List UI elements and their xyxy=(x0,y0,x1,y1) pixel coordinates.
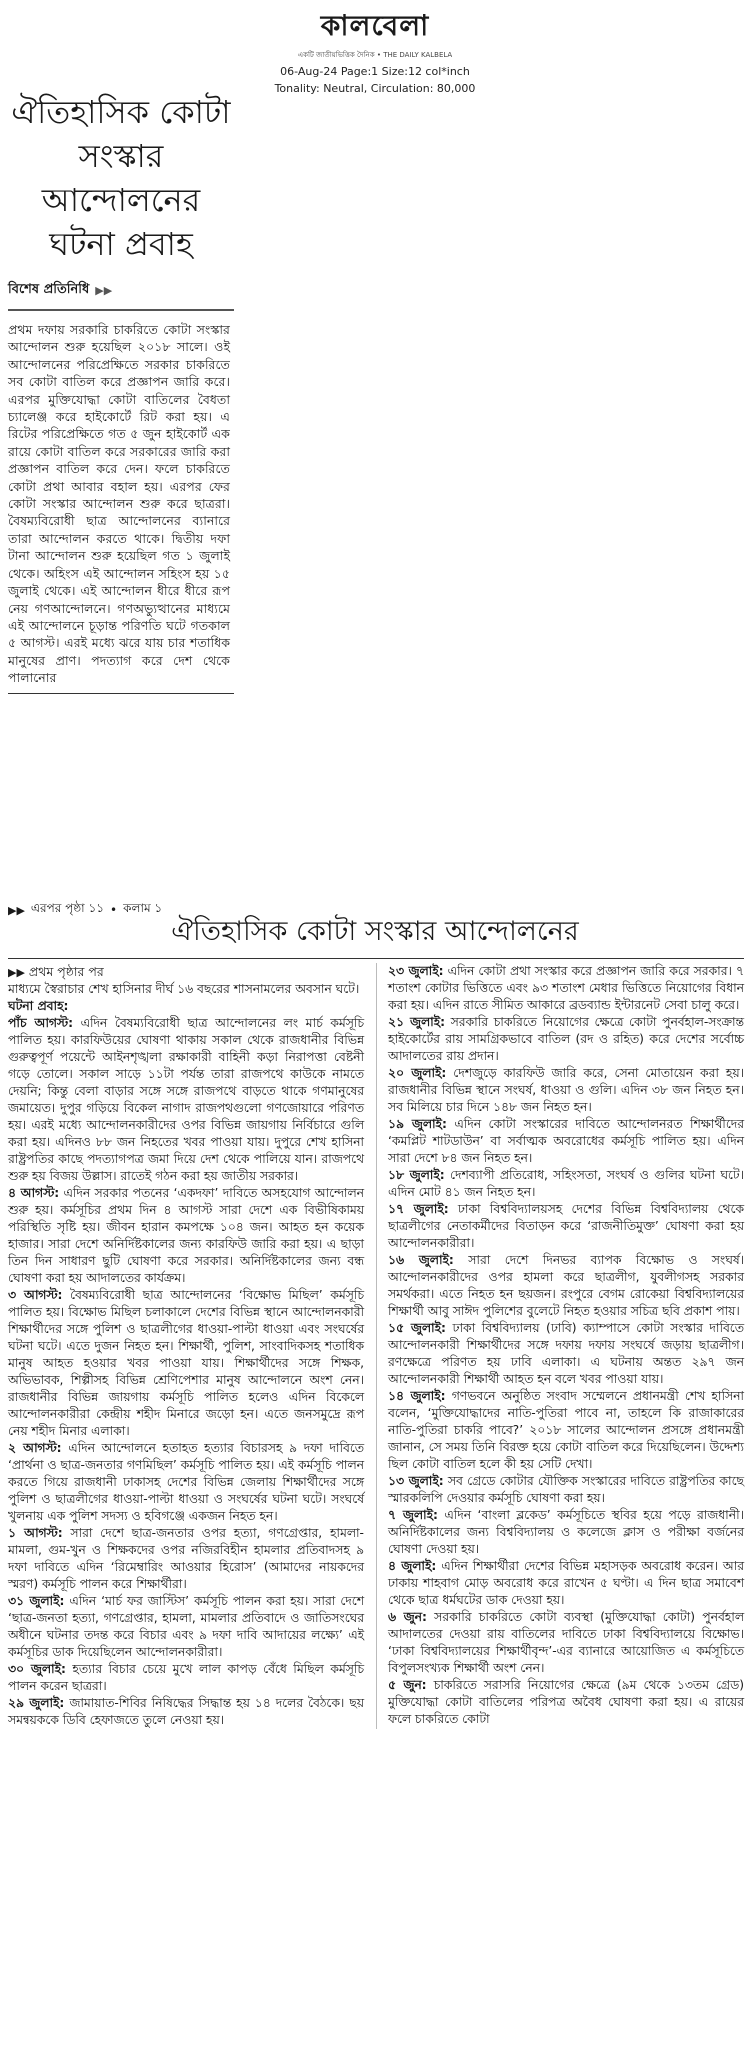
double-arrow-icon: ▶▶ xyxy=(8,966,25,979)
timeline-date: ৪ জুলাই: xyxy=(388,1559,437,1573)
timeline-text: সরকারি চাকরিতে কোটা ব্যবস্থা (মুক্তিযোদ্ধা কোটা) পুনর্বহাল আদালতের দেওয়া রায় বাতিলের দাবিতে ঢাকা বিশ্ববিদ্যালয়ে বিক্ষোভ। ‘ঢাকা বিশ্ববিদ্যালয়ের শিক্ষার্থীবৃন্দ’-এর ব্যানারে আয়োজিত এ কর্মসূচিতে বিপুলসংখ্যক শিক্ষার্থী অংশ নেন। xyxy=(388,1610,744,1675)
timeline-text: এদিন বৈষম্যবিরোধী ছাত্র আন্দোলনের লং মার্চ কর্মসূচি পালিত হয়। কারফিউয়ের ঘোষণা থাকায় সকাল থেকে রাজধানীর বিভিন্ন গুরুত্বপূর্ণ পয়েন্টে আইনশৃঙ্খলা রক্ষাকারী বাহিনী কড়া নিরাপত্তা বেষ্টনী গড়ে তোলে। সকাল সাড়ে ১১টা পর্যন্ত তারা রাজপথে কাউকে নামতে দেয়নি; কিন্তু বেলা বাড়ার সঙ্গে সঙ্গে রাজপথে বাড়তে থাকে গণমানুষের জমায়েত। দুপুর গড়িয়ে বিকেল নাগাদ রাজপথগুলো গণজোয়ারে পরিণত হয়। এরই মধ্যে আন্দোলনকারীদের ওপর বিভিন্ন জায়গায় নির্বিচারে গুলি করা হয়। এদিনও ৮৮ জন নিহতের খবর পাওয়া যায়। দুপুরে শেখ হাসিনা রাষ্ট্রপতির কাছে পদত্যাগপত্র জমা দিয়ে দেশ থেকে পালিয়ে যান। রাজপথে শুরু হয় বিজয় উল্লাস। রাতেই গঠন করা হয় জাতীয় সরকার। xyxy=(8,1016,364,1183)
timeline-paragraph xyxy=(388,963,744,1014)
timeline-text: এদিন সরকার পতনের ‘একদফা’ দাবিতে অসহযোগ আন্দোলন শুরু হয়। কর্মসূচির প্রথম দিন ৪ আগস্ট সারা দেশে এক বিভীষিকাময় পরিস্থিতি সৃষ্টি হয়। জীবন হারান কমপক্ষে ১০৪ জন। আহত হন কয়েক হাজার। সারা দেশে অনির্দিষ্টকালের জন্য কারফিউ জারি করা হয়। এ ছাড়া তিন দিন সাধারণ ছুটি ঘোষণা করে সরকার। অনির্দিষ্টকালের জন্য বন্ধ ঘোষণা করা হয় আদালতের কার্যক্রম। xyxy=(8,1186,365,1285)
timeline-date: ১৪ জুলাই: xyxy=(388,1389,446,1403)
timeline-text: বৈষম্যবিরোধী ছাত্র আন্দোলনের ‘বিক্ষোভ মিছিল’ কর্মসূচি পালিত হয়। বিক্ষোভ মিছিল চলাকালে দেশের বিভিন্ন স্থানে আন্দোলনকারী শিক্ষার্থীদের সঙ্গে পুলিশ ও ছাত্রলীগের ধাওয়া-পাল্টা ধাওয়া এবং সংঘর্ষের ঘটনা ঘটে। এতে দুজন নিহত হন। শিক্ষার্থী, পুলিশ, সাংবাদিকসহ শতাধিক মানুষ আহত হওয়ার খবর পাওয়া যায়। শিক্ষার্থীদের সঙ্গে শিক্ষক, অভিভাবক, শিল্পীসহ বিভিন্ন শ্রেণিপেশার মানুষ আন্দোলনে অংশ নেন। রাজধানীর বিভিন্ন জায়গায় কর্মসূচি পালিত হলেও এদিন বিকেলে আন্দোলনকারীরা কেন্দ্রীয় শহীদ মিনারে জড়ো হন। এতে জনসমুদ্রে রূপ নেয় শহীদ মিনার এলাকা। xyxy=(8,1288,365,1438)
timeline-date: ১৫ জুলাই: xyxy=(388,1321,446,1335)
timeline-paragraph xyxy=(388,1558,744,1609)
timeline-date: ৩১ জুলাই: xyxy=(8,1594,65,1608)
right-column xyxy=(388,963,744,1729)
from-front-page-label: প্রথম পৃষ্ঠার পর xyxy=(28,964,104,979)
timeline-text: এদিন আন্দোলনে হতাহত হত্যার বিচারসহ ৯ দফা দাবিতে ‘প্রার্থনা ও ছাত্র-জনতার গণমিছিল’ কর্মসূচি পালিত হয়। এই কর্মসূচি পালন করতে গিয়ে রাজধানী ঢাকাসহ দেশের বিভিন্ন জেলায় শিক্ষার্থীদের সঙ্গে পুলিশ ও ছাত্রলীগের ধাওয়া-পাল্টা ধাওয়া ও সংঘর্ষের ঘটনা ঘটে। সংঘর্ষে খুলনায় এক পুলিশ সদস্য ও হবিগঞ্জে একজন নিহত হন। xyxy=(8,1441,364,1523)
inside-page-headline: ঐতিহাসিক কোটা সংস্কার আন্দোলনের xyxy=(171,916,579,947)
clipping-meta-line-2: Tonality: Neutral, Circulation: 80,000 xyxy=(274,82,476,95)
timeline-date: ১৭ জুলাই: xyxy=(388,1202,449,1216)
timeline-paragraph xyxy=(388,1388,744,1473)
timeline-date: ৬ জুন: xyxy=(388,1610,427,1624)
timeline-paragraph xyxy=(388,1677,744,1728)
timeline-date: ৩০ জুলাই: xyxy=(8,1662,66,1676)
timeline-text: মাধ্যমে স্বৈরাচার শেখ হাসিনার দীর্ঘ ১৬ বছরের শাসনামলের অবসান ঘটে। xyxy=(8,982,360,996)
timeline-date: ১৬ জুলাই: xyxy=(388,1253,454,1267)
timeline-date: ২৯ জুলাই: xyxy=(8,1696,65,1710)
timeline-text: দেশজুড়ে কারফিউ জারি করে, সেনা মোতায়েন করা হয়। রাজধানীর বিভিন্ন স্থানে সংঘর্ষ, ধাওয়া ও গুলি। এদিন ৩৮ জন নিহত হন। সব মিলিয়ে চার দিনে ১৪৮ জন নিহত হন। xyxy=(388,1066,744,1114)
front-page-clipping xyxy=(8,86,234,694)
clipping-meta-line-1: 06-Aug-24 Page:1 Size:12 col*inch xyxy=(280,65,470,78)
timeline-paragraph xyxy=(8,1661,364,1695)
timeline-date: ঘটনা প্রবাহ: xyxy=(8,999,69,1013)
timeline-paragraph xyxy=(8,1440,364,1525)
timeline-text: এদিন শিক্ষার্থীরা দেশের বিভিন্ন মহাসড়ক অবরোধ করেন। আর ঢাকায় শাহবাগ মোড় অবরোধ করে রাখেন ৫ ঘণ্টা। এ দিন ছাত্র সমাবেশ থেকে ছাত্র ধর্মঘটের ডাক দেওয়া হয়। xyxy=(388,1559,744,1607)
timeline-date: ২১ জুলাই: xyxy=(388,1015,446,1029)
timeline-date: ৭ জুলাই: xyxy=(388,1508,438,1522)
timeline-text: এদিন কোটা প্রথা সংস্কার করে প্রজ্ঞাপন জারি করে সরকার। ৭ শতাংশ কোটার ভিত্তিতে এবং ৯৩ শতাংশ মেধার ভিত্তিতে নিয়োগের বিধান করা হয়। এদিন রাতে সীমিত আকারে ব্রডব্যান্ড ইন্টারনেট সেবা চালু করে। xyxy=(388,964,744,1012)
newspaper-logo: কালবেলা xyxy=(320,9,430,42)
timeline-date: ১ আগস্ট: xyxy=(8,1526,63,1540)
timeline-paragraph xyxy=(388,1252,744,1320)
timeline-date: পাঁচ আগস্ট: xyxy=(8,1016,73,1030)
timeline-text: সারা দেশে দিনভর ব্যাপক বিক্ষোভ ও সংঘর্ষ। আন্দোলনকারীদের ওপর হামলা করে ছাত্রলীগ, যুবলীগসহ সরকার সমর্থকরা। এতে নিহত হন ছয়জন। রংপুরে বেগম রোকেয়া বিশ্ববিদ্যালয়ের শিক্ষার্থী আবু সাঈদ পুলিশের বুলেটে নিহত হওয়ার সচিত্র ছবি প্রকাশ পায়। xyxy=(388,1253,745,1318)
timeline-paragraph xyxy=(8,981,364,998)
timeline-text: ঢাকা বিশ্ববিদ্যালয়সহ দেশের বিভিন্ন বিশ্ববিদ্যালয় থেকে ছাত্রলীগের নেতাকর্মীদের বিতাড়ন করে ‘রাজনীতিমুক্ত’ ঘোষণা করা হয় আন্দোলনকারীরা। xyxy=(388,1202,744,1250)
timeline-paragraph xyxy=(8,998,364,1015)
timeline-date: ১৩ জুলাই: xyxy=(388,1474,444,1488)
timeline-text: সরকারি চাকরিতে নিয়োগের ক্ষেত্রে কোটা পুনর্বহাল-সংক্রান্ত হাইকোর্টের রায় সামগ্রিকভাবে বাতিল (রদ ও রহিত) করে দেশের সর্বোচ্চ আদালতের রায় প্রদান। xyxy=(388,1015,744,1063)
timeline-date: ২০ জুলাই: xyxy=(388,1066,447,1080)
left-column xyxy=(8,963,364,1729)
inside-page-clipping xyxy=(8,958,744,1729)
timeline-date: ২ আগস্ট: xyxy=(8,1441,62,1455)
timeline-text: জামায়াত-শিবির নিষিদ্ধের সিদ্ধান্ত হয় ১৪ দলের বৈঠকে। ছয় সমন্বয়ককে ডিবি হেফাজতে তুলে নেওয়া হয়। xyxy=(8,1696,364,1727)
timeline-text: চাকরিতে সরাসরি নিয়োগের ক্ষেত্রে (৯ম থেকে ১৩তম গ্রেড) মুক্তিযোদ্ধা কোটা বাতিলের পরিপত্র অবৈধ ঘোষণা করা হয়। এ রায়ের ফলে চাকরিতে কোটা xyxy=(388,1678,744,1726)
timeline-paragraph xyxy=(388,1473,744,1507)
timeline-text: দেশব্যাপী প্রতিরোধ, সহিংসতা, সংঘর্ষ ও গুলির ঘটনা ঘটে। এদিন মোট ৪১ জন নিহত হন। xyxy=(388,1168,744,1199)
from-front-page xyxy=(8,963,364,981)
timeline-paragraph xyxy=(388,1201,744,1252)
clipping-bottom-rule xyxy=(8,693,234,694)
byline-text: বিশেষ প্রতিনিধি xyxy=(8,282,90,297)
timeline-text: সব গ্রেডে কোটার যৌক্তিক সংস্কারের দাবিতে রাষ্ট্রপতির কাছে স্মারকলিপি দেওয়ার কর্মসূচি ঘোষণা করা হয়। xyxy=(388,1474,744,1505)
timeline-date: ২৩ জুলাই: xyxy=(388,964,444,978)
timeline-text: সারা দেশে ছাত্র-জনতার ওপর হত্যা, গণগ্রেপ্তার, হামলা-মামলা, গুম-খুন ও শিক্ষকদের ওপর নজিরবিহীন হামলার প্রতিবাদসহ ৯ দফা দাবিতে এদিন ‘রিমেম্বারিং আওয়ার হিরোস’ (আমাদের নায়কদের স্মরণ) কর্মসূচি পালন করে শিক্ষার্থীরা। xyxy=(8,1526,364,1591)
front-page-body: প্রথম দফায় সরকারি চাকরিতে কোটা সংস্কার আন্দোলন শুরু হয়েছিল ২০১৮ সালে। ওই আন্দোলনের পরিপ্রেক্ষিতে সরকার চাকরিতে সব কোটা বাতিল করে প্রজ্ঞাপন জারি করে। এরপর মুক্তিযোদ্ধা কোটা বাতিলের বৈধতা চ্যালেঞ্জ করে হাইকোর্টে রিট করা হয়। এ রিটের পরিপ্রেক্ষিতে গত ৫ জুন হাইকোর্ট এক রায়ে কোটা বাতিল করে সরকারের জারি করা প্রজ্ঞাপন বাতিল করে দেন। ফলে চাকরিতে কোটা প্রথা আবার বহাল হয়। এরপর ফের কোটা সংস্কার আন্দোলন শুরু করে ছাত্ররা। বৈষম্যবিরোধী ছাত্র আন্দোলনের ব্যানারে তারা আন্দোলন করতে থাকে। দ্বিতীয় দফা টানা আন্দোলন শুরু হয়েছিল গত ১ জুলাই থেকে। অহিংস এই আন্দোলন সহিংস হয় ১৫ জুলাই থেকে। এই আন্দোলন ধীরে ধীরে রূপ নেয় গণআন্দোলনে। গণঅভ্যুত্থানের মাধ্যমে এই আন্দোলনে চূড়ান্ত পরিণতি ঘটে গতকাল ৫ আগস্ট। এরই মধ্যে ঝরে যায় চার শতাধিক মানুষের প্রাণ। পদত্যাগ করে দেশ থেকে পালানোর xyxy=(8,322,230,686)
timeline-paragraph xyxy=(388,1609,744,1677)
newspaper-tagline: একটি জাতীয়ভিত্তিক দৈনিক • THE DAILY KALBELA xyxy=(297,51,453,59)
timeline-paragraph xyxy=(388,1014,744,1065)
timeline-paragraph xyxy=(388,1065,744,1116)
double-arrow-icon: ▶▶ xyxy=(8,903,25,917)
column-divider xyxy=(376,963,377,1729)
byline xyxy=(8,280,234,301)
timeline-text: গণভবনে অনুষ্ঠিত সংবাদ সম্মেলনে প্রধানমন্ত্রী শেখ হাসিনা বলেন, ‘মুক্তিযোদ্ধাদের নাতি-পুতিরা পাবে না, তাহলে কি রাজাকারের নাতি-পুতিরা চাকরি পাবে?’ ২০১৮ সালের আন্দোলন প্রসঙ্গে প্রধানমন্ত্রী জানান, সে সময় তিনি বিরক্ত হয়ে কোটা বাতিল করে দিয়েছিলেন। উদ্দেশ্য ছিল কোটা বাতিল হলে কী হয় সেটি দেখা। xyxy=(388,1389,744,1471)
timeline-text: এদিন ‘মার্চ ফর জাস্টিস’ কর্মসূচি পালন করা হয়। সারা দেশে ‘ছাত্র-জনতা হত্যা, গণগ্রেপ্তার, হামলা, মামলার প্রতিবাদে ও জাতিসংঘের অধীনে ঘটনার তদন্ত করে বিচার এবং ৯ দফা দাবি আদায়ের লক্ষ্যে’ এই কর্মসূচির ডাক দিয়েছিলেন আন্দোলনকারীরা। xyxy=(8,1594,364,1659)
front-page-headline: ঐতিহাসিক কোটা সংস্কার আন্দোলনের ঘটনা প্রবাহ xyxy=(11,93,231,263)
timeline-paragraph xyxy=(388,1167,744,1201)
timeline-paragraph xyxy=(8,1185,364,1287)
timeline-text: এদিন ‘বাংলা ব্লকেড’ কর্মসূচিতে স্থবির হয়ে পড়ে রাজধানী। অনির্দিষ্টকালের জন্য বিশ্ববিদ্যালয় ও কলেজে ক্লাস ও পরীক্ষা বর্জনের ঘোষণা দেওয়া হয়। xyxy=(388,1508,744,1556)
double-arrow-icon: ▶▶ xyxy=(95,284,113,297)
timeline-paragraph xyxy=(8,1015,364,1185)
timeline-date: ৫ জুন: xyxy=(388,1678,427,1692)
continuation-separator: • xyxy=(110,903,118,917)
timeline-paragraph xyxy=(8,1525,364,1593)
timeline-date: ৪ আগস্ট: xyxy=(8,1186,60,1200)
timeline-paragraph xyxy=(388,1507,744,1558)
timeline-paragraph xyxy=(8,1287,364,1440)
continuation-column: কলাম ১ xyxy=(123,901,163,915)
masthead xyxy=(0,0,750,95)
continuation-page: এরপর পৃষ্ঠা ১১ xyxy=(30,901,105,915)
timeline-date: ৩ আগস্ট: xyxy=(8,1288,63,1302)
timeline-text: ঢাকা বিশ্ববিদ্যালয় (ঢাবি) ক্যাম্পাসে কোটা সংস্কার দাবিতে আন্দোলনকারী শিক্ষার্থীদের সঙ্গে দফায় দফায় সংঘর্ষে জড়ায় ছাত্রলীগ। রণক্ষেত্রে পরিণত হয় ঢাবি এলাকা। এ ঘটনায় অন্তত ২৯৭ জন আন্দোলনকারী শিক্ষার্থী আহত হন বলে খবর পাওয়া যায়। xyxy=(388,1321,744,1386)
timeline-paragraph xyxy=(388,1320,744,1388)
timeline-date: ১৯ জুলাই: xyxy=(388,1117,447,1131)
timeline-paragraph xyxy=(388,1116,744,1167)
byline-divider xyxy=(8,309,234,311)
timeline-paragraph xyxy=(8,1695,364,1729)
timeline-paragraph xyxy=(8,1593,364,1661)
timeline-text: হত্যার বিচার চেয়ে মুখে লাল কাপড় বেঁধে মিছিল কর্মসূচি পালন করেন ছাত্ররা। xyxy=(8,1662,364,1693)
timeline-text: এদিন কোটা সংস্কারের দাবিতে আন্দোলনরত শিক্ষার্থীদের ‘কমপ্লিট শাটডাউন’ বা সর্বাত্মক অবরোধের কর্মসূচি পালিত হয়। এদিন সারা দেশে ৮৪ জন নিহত হন। xyxy=(388,1117,744,1165)
timeline-date: ১৮ জুলাই: xyxy=(388,1168,445,1182)
